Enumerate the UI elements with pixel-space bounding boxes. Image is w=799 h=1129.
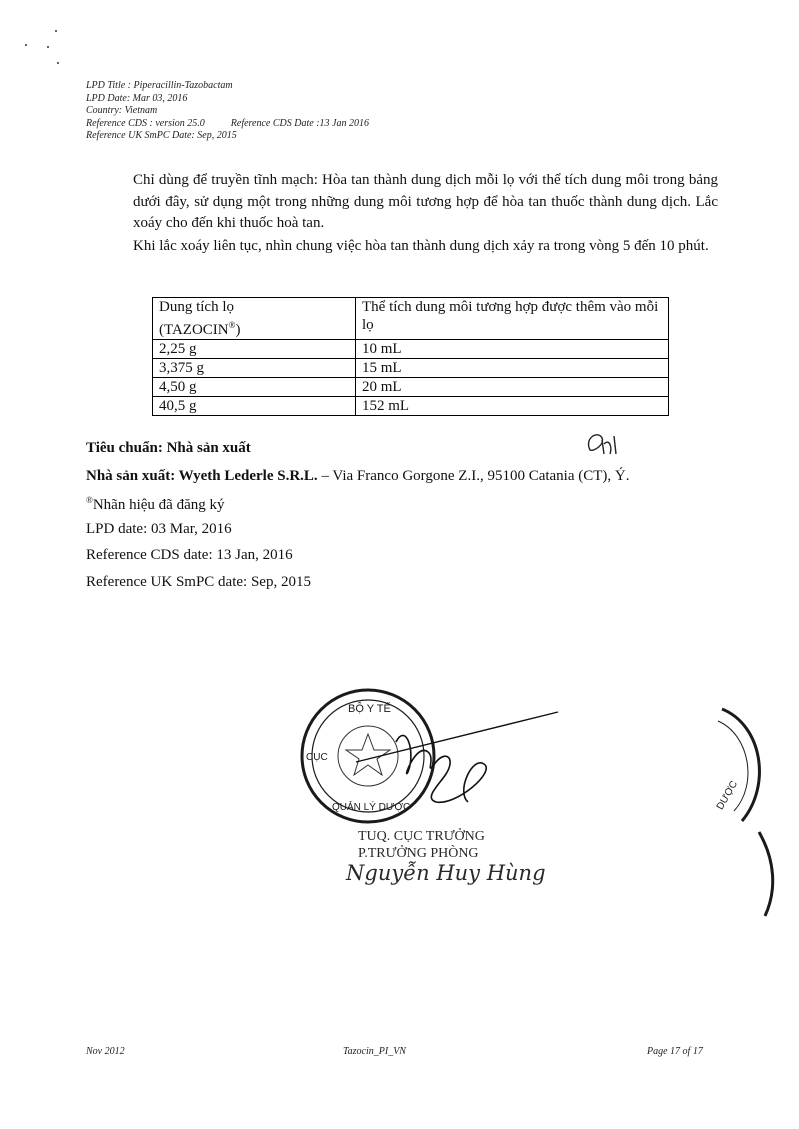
table-cell-vial: 3,375 g [153,359,356,378]
table-cell-volume: 15 mL [356,359,669,378]
table-row [153,359,669,378]
handwritten-initials [582,428,632,458]
reference-cds-date: Reference CDS Date :13 Jan 2016 [230,117,369,129]
table-cell-vial: 2,25 g [153,340,356,359]
registered-symbol: ® [86,495,93,505]
reference-uk: Reference UK SmPC Date: Sep, 2015 [86,130,237,141]
table-header-row [153,298,669,340]
table-cell-vial: 40,5 g [153,397,356,416]
uk-date-line: Reference UK SmPC date: Sep, 2015 [86,574,311,590]
table-header-vial: Dung tích lọ (TAZOCIN®) [153,298,356,340]
table-header-volume: Thể tích dung môi tương hợp được thêm vào mỗi lọ [356,298,669,340]
table-row [153,340,669,359]
partial-stamp-edge [712,705,772,825]
standard-line: Tiêu chuẩn: Nhà sản xuất [86,440,251,456]
table-row [153,378,669,397]
lpd-title: LPD Title : Piperacillin-Tazobactam [86,80,233,91]
trademark-line [86,495,224,514]
footer-document: Tazocin_PI_VN [343,1046,406,1057]
reconstitution-table [152,297,669,416]
lpd-date: LPD Date: Mar 03, 2016 [86,92,188,104]
document-header [86,80,369,143]
official-stamp [296,682,566,832]
partial-stamp-edge-lower [755,830,785,920]
reference-cds: Reference CDS : version 25.0 [86,117,205,129]
reference-cds-row [86,118,369,131]
footer-date: Nov 2012 [86,1046,125,1057]
instructions-paragraph: Chỉ dùng để truyền tĩnh mạch: Hòa tan thành dung dịch mỗi lọ với thể tích dung môi trong bảng dưới đây, sử dụng một trong những dung môi tương hợp để hòa tan thuốc thành dung dịch. Lắc xoáy cho đến khi thuốc hoà tan. [133,172,718,231]
lpd-date-line: LPD date: 03 Mar, 2016 [86,521,232,537]
manufacturer-label: Nhà sản xuất: Wyeth Lederle S.R.L. [86,468,318,484]
trademark-text: Nhãn hiệu đã đăng ký [92,497,225,513]
signatory-name: Nguyễn Huy Hùng [346,861,546,885]
stamp-top-text: BỘ Y TẾ [348,703,391,715]
signature-icon [396,735,486,802]
table-cell-volume: 152 mL [356,397,669,416]
partial-stamp-text: DƯỢC [714,779,741,812]
dissolution-paragraph: Khi lắc xoáy liên tục, nhìn chung việc hòa tan thành dung dịch xảy ra trong vòng 5 đến 10 phút. [133,238,709,254]
scan-specks [20,25,70,75]
stamp-bottom-text: QUẢN LÝ DƯỢC [332,802,411,813]
cds-date-line: Reference CDS date: 13 Jan, 2016 [86,547,293,563]
manufacturer-address: – Via Franco Gorgone Z.I., 95100 Catania (CT), Ý. [317,468,630,484]
table-cell-volume: 10 mL [356,340,669,359]
signatory-title-1: TUQ. CỤC TRƯỞNG [358,829,485,844]
stamp-left-text: CỤC [306,752,328,763]
table-row [153,397,669,416]
table-cell-vial: 4,50 g [153,378,356,397]
signatory-block [346,828,546,885]
footer-page-number: Page 17 of 17 [647,1046,703,1057]
signatory-title-2: P.TRƯỞNG PHÒNG [358,846,479,861]
table-cell-volume: 20 mL [356,378,669,397]
country: Country: Vietnam [86,105,158,116]
manufacturer-line [86,468,630,485]
